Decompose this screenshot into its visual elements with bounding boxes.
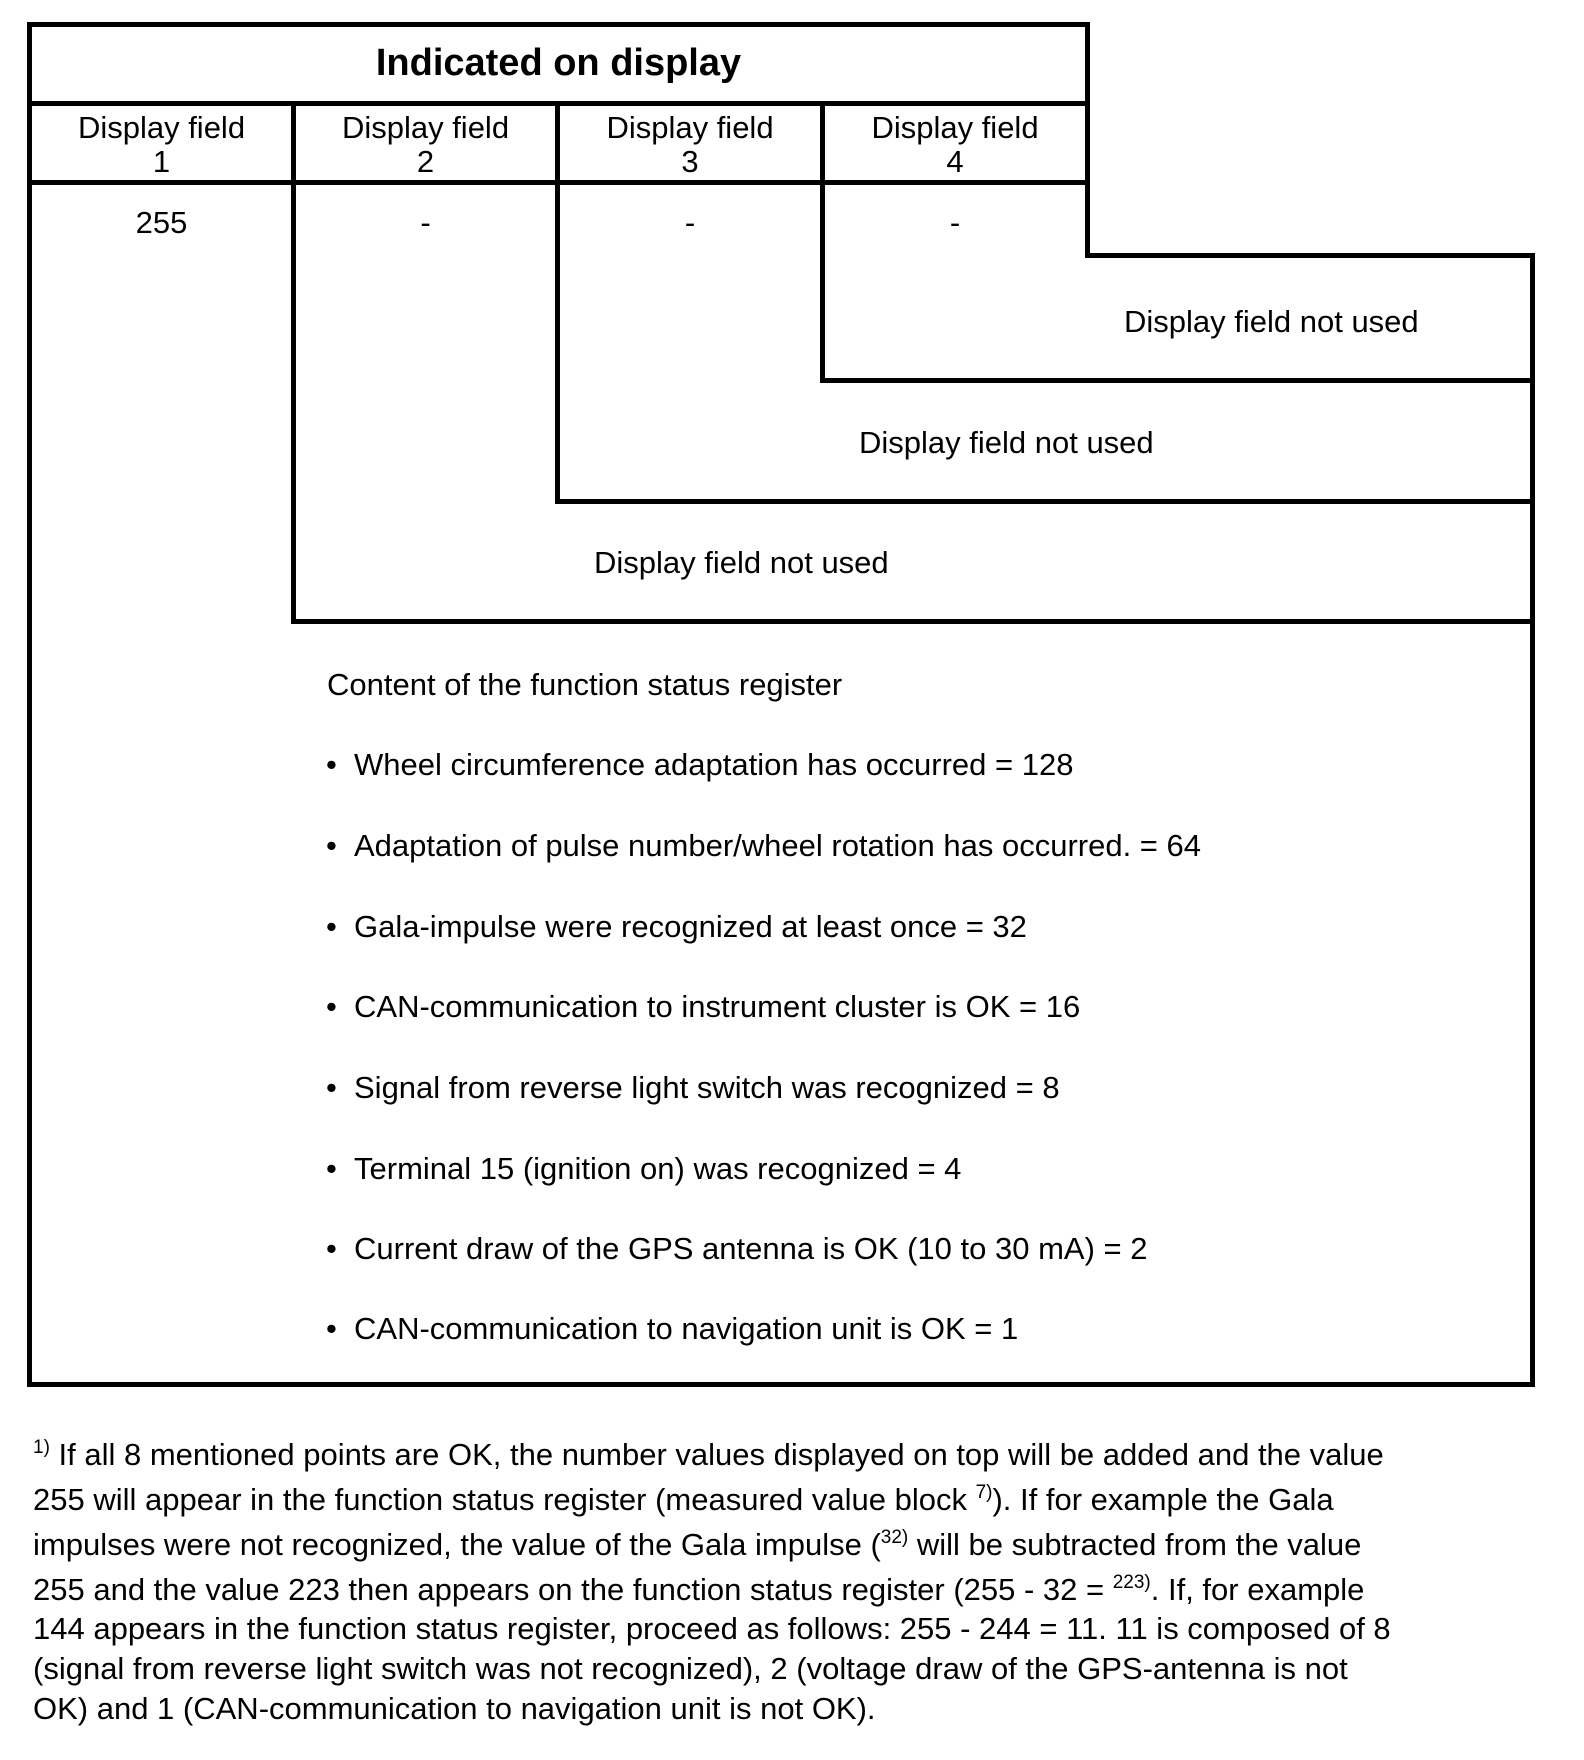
content-heading: Content of the function status register xyxy=(327,667,843,702)
status-item xyxy=(326,749,1073,780)
column-header-3-number: 3 xyxy=(681,144,699,179)
status-item xyxy=(326,1233,1147,1264)
status-item xyxy=(326,830,1201,861)
footnote-line xyxy=(33,1574,1364,1605)
value-field-4: - xyxy=(949,205,961,240)
status-item xyxy=(326,911,1027,942)
bullet-icon: • xyxy=(326,1231,337,1266)
status-item-text: Current draw of the GPS antenna is OK (10 to 30 mA) = 2 xyxy=(354,1231,1148,1266)
footnote-text: impulses were not recognized, the value of the Gala impulse ( xyxy=(33,1527,881,1562)
table-title: Indicated on display xyxy=(375,42,742,84)
footnote-text: . If, for example xyxy=(1150,1572,1365,1607)
bullet-icon: • xyxy=(326,909,337,944)
status-item-text: Terminal 15 (ignition on) was recognized = 4 xyxy=(354,1151,962,1186)
footnote-line xyxy=(33,1439,1384,1470)
column-header-1-label: Display field xyxy=(77,110,246,145)
footnote-text: 255 and the value 223 then appears on the function status register (255 - 32 = xyxy=(33,1572,1113,1607)
footnote-text: will be subtracted from the value xyxy=(908,1527,1362,1562)
status-item xyxy=(326,1153,961,1184)
column-header-1-number: 1 xyxy=(152,144,171,179)
column-header-4-label: Display field xyxy=(871,110,1039,145)
field-2-not-used-label: Display field not used xyxy=(594,545,889,580)
column-header-4-number: 4 xyxy=(946,144,964,179)
footnote-line xyxy=(33,1693,876,1724)
column-divider-1-2 xyxy=(291,101,296,624)
bullet-icon: • xyxy=(326,828,337,863)
column-header-1 xyxy=(32,111,291,179)
footnote-text: ). If for example the Gala xyxy=(992,1482,1334,1517)
footnote-text: 144 appears in the function status register, proceed as follows: 255 - 244 = 11. 11 is composed of 8 xyxy=(33,1611,1391,1646)
footnote-marker: 1) xyxy=(33,1437,50,1458)
field-4-not-used-label: Display field not used xyxy=(1124,304,1419,339)
column-header-3 xyxy=(560,111,820,179)
footnote-text: OK) and 1 (CAN-communication to navigation unit is not OK). xyxy=(33,1691,876,1726)
table-border-bottom xyxy=(27,1382,1535,1387)
step-line-field-1 xyxy=(291,619,1535,624)
value-field-2: - xyxy=(420,205,431,240)
bullet-icon: • xyxy=(326,989,337,1024)
column-header-2-label: Display field xyxy=(341,110,510,145)
value-field-1: 255 xyxy=(135,205,188,240)
status-item-text: Wheel circumference adaptation has occurred = 128 xyxy=(354,747,1074,782)
step-line-field-2 xyxy=(555,499,1535,504)
header-table-border-right xyxy=(1085,22,1090,258)
bullet-icon: • xyxy=(326,747,337,782)
status-item xyxy=(326,1072,1060,1103)
footnote-text: 255 will appear in the function status register (measured value block xyxy=(33,1482,976,1517)
column-header-3-label: Display field xyxy=(606,110,774,145)
footnote-text: If all 8 mentioned points are OK, the number values displayed on top will be added and the value xyxy=(49,1437,1384,1472)
footnote-reference: 223) xyxy=(1112,1572,1151,1593)
column-header-2 xyxy=(296,111,555,179)
footnote-line xyxy=(33,1484,1334,1515)
field-3-not-used-label: Display field not used xyxy=(859,425,1154,460)
status-item-text: CAN-communication to instrument cluster is OK = 16 xyxy=(354,989,1081,1024)
status-item-text: Gala-impulse were recognized at least once = 32 xyxy=(354,909,1027,944)
step-line-field-3 xyxy=(820,378,1535,383)
footnote-reference: 32) xyxy=(880,1527,909,1548)
bullet-icon: • xyxy=(326,1311,337,1346)
column-header-4 xyxy=(825,111,1085,179)
status-item-text: Adaptation of pulse number/wheel rotation has occurred. = 64 xyxy=(354,828,1202,863)
column-header-2-number: 2 xyxy=(416,144,435,179)
step-line-field-4 xyxy=(1085,253,1535,258)
table-border-right xyxy=(1530,253,1535,1387)
footnote-line xyxy=(33,1653,1348,1684)
value-field-3: - xyxy=(684,205,696,240)
status-item xyxy=(326,1313,1018,1344)
footnote-line xyxy=(33,1613,1391,1644)
footnote-text: (signal from reverse light switch was not recognized), 2 (voltage draw of the GPS-antenna is not xyxy=(33,1651,1348,1686)
status-item xyxy=(326,991,1080,1022)
table-border-top xyxy=(27,22,1090,27)
bullet-icon: • xyxy=(326,1070,337,1105)
bullet-icon: • xyxy=(326,1151,337,1186)
footnote-line xyxy=(33,1529,1361,1560)
status-item-text: CAN-communication to navigation unit is OK = 1 xyxy=(354,1311,1019,1346)
footnote-reference: 7) xyxy=(975,1482,993,1503)
status-item-text: Signal from reverse light switch was recognized = 8 xyxy=(354,1070,1060,1105)
